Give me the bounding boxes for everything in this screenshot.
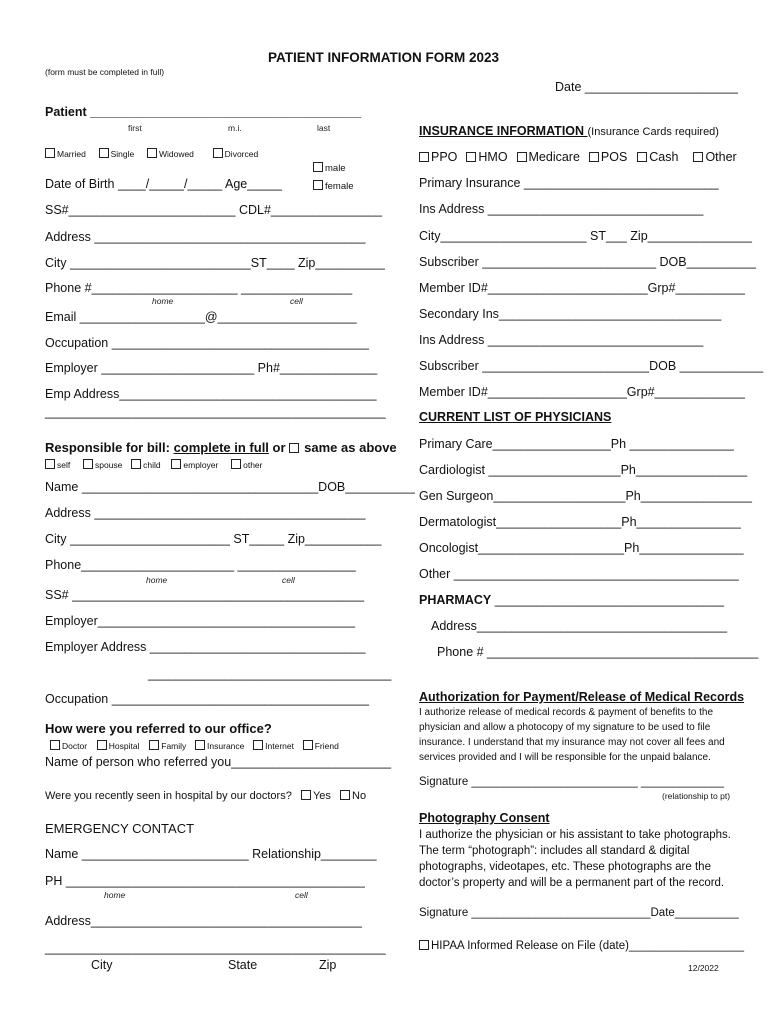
emergency-address-line2[interactable]: _________________________________________________: [45, 941, 386, 955]
self-checkbox[interactable]: [45, 459, 55, 469]
cardiologist-field[interactable]: Cardiologist ___________________Ph________________: [419, 463, 748, 477]
family-checkbox[interactable]: [149, 740, 159, 750]
photo-text: [419, 827, 731, 891]
marital-status-group: [45, 148, 258, 159]
ins-address-field[interactable]: Ins Address _______________________________: [419, 202, 704, 216]
pharmacy-phone-field[interactable]: Phone # _______________________________________: [437, 645, 759, 659]
hipaa-field[interactable]: [419, 940, 744, 953]
widowed-label: Widowed: [158, 149, 194, 159]
hmo-label: HMO: [478, 150, 508, 164]
employer-checkbox[interactable]: [171, 459, 181, 469]
insurance-label: Insurance: [207, 741, 245, 751]
emp-address-field[interactable]: Emp Address_____________________________________: [45, 387, 377, 401]
primary-insurance-field[interactable]: Primary Insurance ____________________________: [419, 176, 719, 190]
photo-signature-field[interactable]: Signature ____________________________Date__________: [419, 907, 739, 919]
responsible-or: or: [268, 440, 286, 455]
no-label: No: [352, 790, 367, 802]
hospital-question: [45, 790, 366, 802]
other-checkbox[interactable]: [231, 459, 241, 469]
responsible-heading: [45, 441, 397, 454]
other-insurance-checkbox[interactable]: [693, 152, 703, 162]
gen-surgeon-field[interactable]: Gen Surgeon___________________Ph________________: [419, 489, 752, 503]
patient-employer-field[interactable]: Employer ______________________ Ph#______________: [45, 361, 378, 375]
widowed-checkbox[interactable]: [147, 148, 157, 158]
spouse-label: spouse: [94, 460, 123, 470]
emergency-heading: EMERGENCY CONTACT: [45, 821, 195, 836]
sex-female-option[interactable]: [313, 180, 354, 192]
oncologist-field[interactable]: Oncologist_____________________Ph_______________: [419, 541, 744, 555]
insurance-checkbox[interactable]: [195, 740, 205, 750]
patient-city-field[interactable]: City __________________________ST____ Zip__________: [45, 256, 385, 270]
responsible-label: Responsible for bill:: [45, 440, 174, 455]
single-checkbox[interactable]: [99, 148, 109, 158]
page-title: PATIENT INFORMATION FORM 2023: [268, 50, 500, 65]
doctor-checkbox[interactable]: [50, 740, 60, 750]
other-physician-field[interactable]: Other _________________________________________: [419, 567, 739, 581]
label-mi: m.i.: [228, 123, 242, 133]
physicians-heading: CURRENT LIST OF PHYSICIANS: [419, 410, 612, 424]
label-first: first: [128, 123, 142, 133]
resp-employer-field[interactable]: Employer_____________________________________: [45, 614, 356, 628]
emergency-phone-field[interactable]: PH ___________________________________________: [45, 874, 365, 888]
resp-address-field[interactable]: Address _______________________________________: [45, 506, 366, 520]
complete-in-full: complete in full: [173, 440, 269, 455]
yes-checkbox[interactable]: [301, 790, 311, 800]
emergency-label-home: home: [104, 890, 126, 900]
secondary-insurance-field[interactable]: Secondary Ins________________________________: [419, 307, 722, 321]
family-label: Family: [161, 741, 187, 751]
photo-line-1: I authorize the physician or his assistant to take photographs.: [419, 829, 731, 841]
relationship-label: (relationship to pt): [662, 791, 731, 801]
authorization-line-4: services provided and I will be responsible for the unpaid balance.: [419, 752, 711, 763]
married-label: Married: [57, 149, 86, 159]
spouse-checkbox[interactable]: [83, 459, 93, 469]
label-last: last: [317, 123, 331, 133]
authorization-line-1: I authorize release of medical records & payment of benefits to the: [419, 707, 714, 718]
same-as-above-checkbox[interactable]: [289, 443, 299, 453]
medicare-checkbox[interactable]: [517, 152, 527, 162]
photo-line-3: photographs, videotapes, etc. These photographs are the: [419, 861, 711, 873]
resp-occupation-field[interactable]: Occupation _____________________________________: [45, 692, 369, 706]
doctor-label: Doctor: [62, 741, 88, 751]
child-checkbox[interactable]: [131, 459, 141, 469]
same-as-above-label: same as above: [300, 440, 397, 455]
form-note: (form must be completed in full): [45, 67, 165, 77]
referral-source-group: [50, 740, 339, 751]
photo-heading: Photography Consent: [419, 811, 550, 825]
hmo-checkbox[interactable]: [466, 152, 476, 162]
insurance-heading-note: (Insurance Cards required): [587, 126, 719, 138]
pharmacy-field[interactable]: [419, 594, 724, 607]
authorization-text: [419, 705, 725, 765]
pos-checkbox[interactable]: [589, 152, 599, 162]
divorced-label: Divorced: [224, 149, 259, 159]
resp-employer-address-line2[interactable]: ___________________________________: [148, 667, 392, 681]
ins-city-field[interactable]: City_____________________ ST___ Zip_______________: [419, 229, 752, 243]
emergency-name-field[interactable]: Name ________________________ Relationship________: [45, 847, 377, 861]
pharmacy-address-field[interactable]: Address____________________________________: [431, 619, 728, 633]
authorization-line-3: insurance. I understand that my insurance may not cover all fees and: [419, 737, 725, 748]
hospital-label: Hospital: [108, 741, 140, 751]
subscriber-field[interactable]: Subscriber _________________________ DOB__________: [419, 255, 757, 269]
label-city: City: [91, 958, 113, 972]
label-zip: Zip: [319, 958, 337, 972]
cash-label: Cash: [649, 150, 679, 164]
subscriber-2-field[interactable]: Subscriber ________________________DOB ____________: [419, 359, 764, 373]
insurance-heading-title: INSURANCE INFORMATION: [419, 124, 588, 138]
photo-line-4: doctor’s property and will be a permanent part of the record.: [419, 877, 725, 889]
dermatologist-field[interactable]: Dermatologist__________________Ph_______________: [419, 515, 741, 529]
sex-male-option[interactable]: [313, 162, 346, 174]
resp-name-dob-field[interactable]: Name __________________________________DOB__________: [45, 480, 415, 494]
internet-checkbox[interactable]: [253, 740, 263, 750]
insurance-type-group: [419, 151, 737, 164]
authorization-signature-field[interactable]: Signature __________________________ _____________: [419, 776, 725, 788]
emergency-label-cell: cell: [295, 890, 308, 900]
female-checkbox[interactable]: [313, 180, 323, 190]
referral-heading: How were you referred to our office?: [45, 721, 272, 736]
other-label: other: [243, 460, 263, 470]
dob-age-field[interactable]: Date of Birth ____/_____/_____ Age_____: [45, 177, 283, 191]
label-cell: cell: [290, 296, 303, 306]
child-label: child: [143, 460, 161, 470]
resp-employer-address-field[interactable]: Employer Address _______________________________: [45, 640, 366, 654]
single-label: Single: [110, 149, 135, 159]
patient-occupation-field[interactable]: Occupation _____________________________________: [45, 336, 369, 350]
friend-label: Friend: [314, 741, 339, 751]
divorced-checkbox[interactable]: [213, 148, 223, 158]
emp-address-line2[interactable]: _________________________________________________: [45, 405, 386, 419]
hospital-question-text: Were you recently seen in hospital by our doctors?: [45, 790, 292, 802]
ss-cdl-field[interactable]: SS#________________________ CDL#________________: [45, 203, 383, 217]
patient-email-field[interactable]: Email __________________@____________________: [45, 310, 357, 324]
other-insurance-label: Other: [705, 150, 737, 164]
date-field[interactable]: Date ______________________: [555, 80, 738, 94]
insurance-heading: [419, 125, 719, 138]
ppo-checkbox[interactable]: [419, 152, 429, 162]
primary-care-field[interactable]: Primary Care_________________Ph _______________: [419, 437, 734, 451]
no-checkbox[interactable]: [340, 790, 350, 800]
photo-line-2: The term “photograph”: includes all standard & digital: [419, 845, 690, 857]
revision-date: 12/2022: [688, 963, 719, 973]
patient-name-field[interactable]: Patient _______________________________________: [45, 105, 362, 119]
hipaa-checkbox[interactable]: [419, 940, 429, 950]
hipaa-label: HIPAA Informed Release on File (date)__________________: [431, 940, 745, 952]
authorization-line-2: physician and allow a photocopy of my signature to be used to file: [419, 722, 711, 733]
hospital-checkbox[interactable]: [97, 740, 107, 750]
internet-label: Internet: [265, 741, 294, 751]
pos-label: POS: [600, 150, 628, 164]
friend-checkbox[interactable]: [303, 740, 313, 750]
member-id-field[interactable]: Member ID#_______________________Grp#__________: [419, 281, 745, 295]
female-label: female: [325, 181, 354, 192]
authorization-heading: Authorization for Payment/Release of Medical Records: [419, 690, 745, 704]
ins-address-2-field[interactable]: Ins Address _______________________________: [419, 333, 704, 347]
resp-label-cell: cell: [282, 575, 295, 585]
male-label: male: [325, 163, 346, 174]
cash-checkbox[interactable]: [637, 152, 647, 162]
resp-ss-field[interactable]: SS# __________________________________________: [45, 588, 365, 602]
resp-label-home: home: [146, 575, 168, 585]
male-checkbox[interactable]: [313, 162, 323, 172]
medicare-label: Medicare: [528, 150, 580, 164]
resp-city-field[interactable]: City _______________________ ST_____ Zip___________: [45, 532, 382, 546]
member-id-2-field[interactable]: Member ID#____________________Grp#_____________: [419, 385, 745, 399]
patient-phone-field[interactable]: Phone #_____________________ ________________: [45, 281, 353, 295]
yes-label: Yes: [312, 790, 331, 802]
ppo-label: PPO: [431, 150, 458, 164]
married-checkbox[interactable]: [45, 148, 55, 158]
label-home: home: [152, 296, 174, 306]
self-label: self: [57, 460, 71, 470]
pharmacy-name-line[interactable]: _________________________________: [494, 593, 725, 607]
responsible-relation-group: [45, 459, 262, 470]
pharmacy-heading: PHARMACY: [419, 593, 492, 607]
employer-label: employer: [183, 460, 219, 470]
emergency-address-field[interactable]: Address_______________________________________: [45, 914, 362, 928]
referrer-name-field[interactable]: Name of person who referred you_______________________: [45, 755, 392, 769]
resp-phone-field[interactable]: Phone______________________ _________________: [45, 558, 356, 572]
patient-address-field[interactable]: Address _______________________________________: [45, 230, 366, 244]
label-state: State: [228, 958, 258, 972]
